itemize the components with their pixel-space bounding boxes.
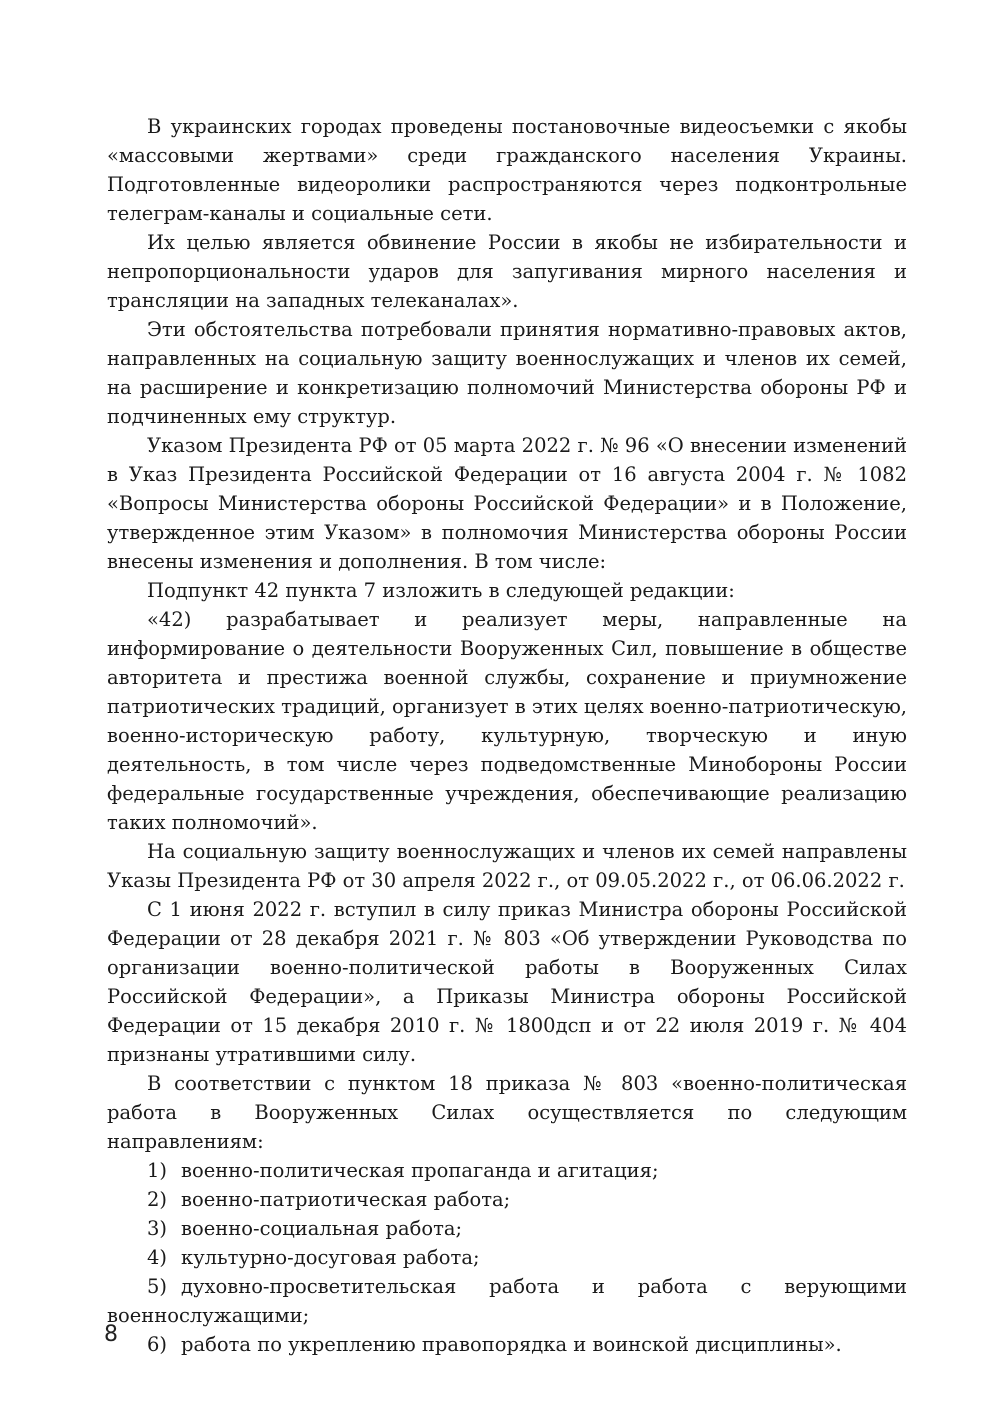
list-item xyxy=(107,1330,907,1359)
list-text: военно-политическая пропаганда и агитация; xyxy=(181,1159,659,1182)
list-text: работа по укреплению правопорядка и воинской дисциплины». xyxy=(181,1333,842,1356)
list-number: 3) xyxy=(147,1217,168,1240)
list-item xyxy=(107,1156,907,1185)
paragraph: Указом Президента РФ от 05 марта 2022 г. № 96 «О внесении изменений в Указ Президента Российской Федерации от 16 августа 2004 г. № 1082 «Вопросы Министерства обороны Российской Федерации» и в Положение, утвержденное этим Указом» в полномочия Министерства обороны России внесены изменения и дополнения. В том числе: xyxy=(107,434,907,573)
list-item xyxy=(107,1243,907,1272)
list-number: 4) xyxy=(147,1246,168,1269)
paragraph: Эти обстоятельства потребовали принятия нормативно-правовых актов, направленных на социальную защиту военнослужащих и членов их семей, на расширение и конкретизацию полномочий Министерства обороны РФ и подчиненных ему структур. xyxy=(107,318,907,428)
paragraph: На социальную защиту военнослужащих и членов их семей направлены Указы Президента РФ от 30 апреля 2022 г., от 09.05.2022 г., от 06.06.2022 г. xyxy=(107,840,907,892)
direction-list xyxy=(107,1156,907,1359)
paragraph: В украинских городах проведены постановочные видеосъемки с якобы «массовыми жертвами» среди гражданского населения Украины. Подготовленные видеоролики распространяются через подконтрольные телеграм-каналы и социальные сети. xyxy=(107,115,907,225)
list-item xyxy=(107,1214,907,1243)
list-number: 5) xyxy=(147,1275,168,1298)
paragraph: «42) разрабатывает и реализует меры, направленные на информирование о деятельности Вооруженных Сил, повышение в обществе авторитета и престижа военной службы, сохранение и приумножение патриотических традиций, организует в этих целях военно-патриотическую, военно-историческую работу, культурную, творческую и иную деятельность, в том числе через подведомственные Минобороны России федеральные государственные учреждения, обеспечивающие реализацию таких полномочий». xyxy=(107,608,907,834)
list-text: военно-патриотическая работа; xyxy=(181,1188,511,1211)
list-number: 6) xyxy=(147,1333,168,1356)
list-item xyxy=(107,1185,907,1214)
list-item xyxy=(107,1272,907,1330)
paragraph: С 1 июня 2022 г. вступил в силу приказ Министра обороны Российской Федерации от 28 декабря 2021 г. № 803 «Об утверждении Руководства по организации военно-политической работы в Вооруженных Силах Российской Федерации», а Приказы Министра обороны Российской Федерации от 15 декабря 2010 г. № 1800дсп и от 22 июля 2019 г. № 404 признаны утратившими силу. xyxy=(107,898,907,1066)
page-body xyxy=(107,112,907,1359)
list-text: культурно-досуговая работа; xyxy=(181,1246,480,1269)
paragraph: Подпункт 42 пункта 7 изложить в следующей редакции: xyxy=(147,579,735,602)
page-number: 8 xyxy=(104,1322,118,1347)
list-number: 1) xyxy=(147,1159,168,1182)
paragraph: В соответствии с пунктом 18 приказа № 803 «военно-политическая работа в Вооруженных Силах осуществляется по следующим направлениям: xyxy=(107,1072,907,1153)
list-number: 2) xyxy=(147,1188,168,1211)
list-text: военно-социальная работа; xyxy=(181,1217,463,1240)
list-text: духовно-просветительская работа и работа с верующими военнослужащими; xyxy=(107,1275,907,1327)
paragraph: Их целью является обвинение России в якобы не избирательности и непропорциональности ударов для запугивания мирного населения и трансляции на западных телеканалах». xyxy=(107,231,907,312)
